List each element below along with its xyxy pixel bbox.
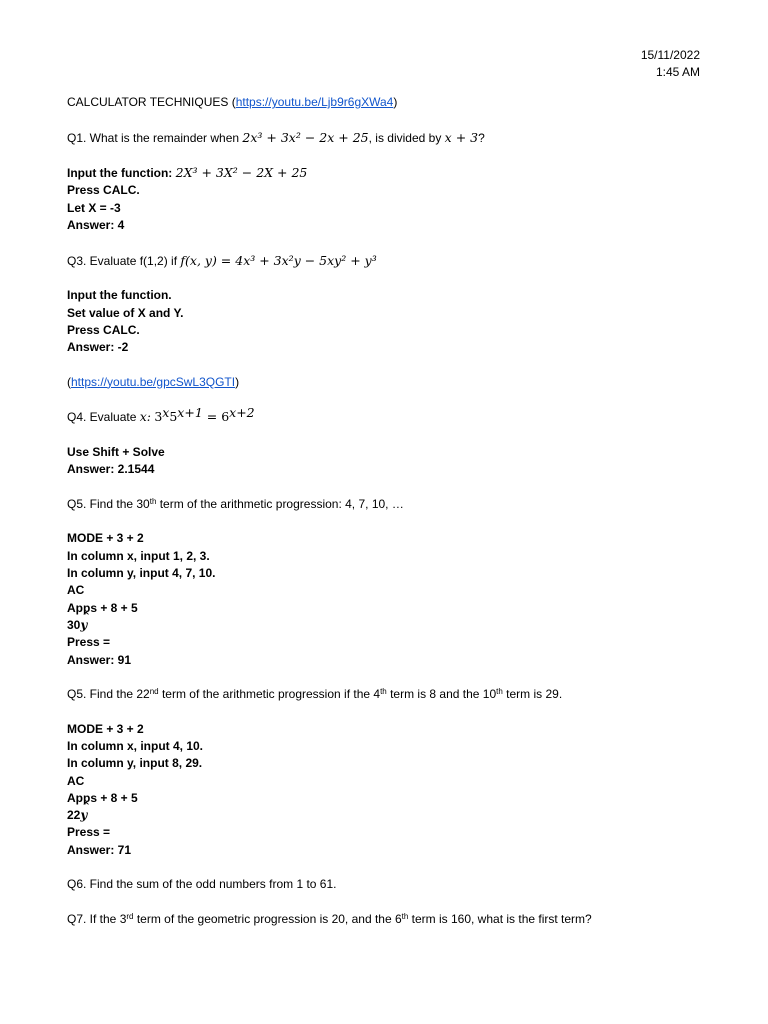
document-body — [67, 94, 707, 928]
header-date: 15/11/2022 — [640, 48, 700, 62]
q5a-text: Q5. Find the 30 — [67, 496, 150, 511]
header-time: 1:45 AM — [655, 65, 700, 79]
q3-step-2: Set value of X and Y. — [67, 305, 184, 320]
q5b-step-2: In column x, input 4, 10. — [67, 738, 204, 753]
q5b-press: Press = — [67, 825, 111, 840]
question-5b — [67, 686, 707, 703]
q5b-p1: Q5. Find the 22 — [67, 687, 150, 702]
q1-step-1: Press CALC. — [67, 183, 140, 198]
q5a-step-2: In column x, input 1, 2, 3. — [67, 548, 210, 563]
q7-p2: term of the geometric progression is 20, and the 6 — [133, 911, 402, 926]
q1-step-2: Let X = -3 — [67, 200, 121, 215]
q7-p1: Q7. If the 3 — [67, 911, 127, 926]
q3-expression: f(x, y) = 4x³ + 3x²y − 5xy² + y³ — [180, 252, 377, 268]
youtube-link-2[interactable]: https://youtu.be/gpcSwL3QGTI — [71, 374, 236, 389]
youtube-link-1[interactable]: https://youtu.be/Ljb9r6gXWa4 — [235, 95, 394, 109]
q4-exp-c: x+2 — [229, 405, 255, 421]
q4-base-3: 3 — [154, 409, 163, 425]
question-1 — [67, 129, 707, 147]
q1-divisor: x + 3 — [444, 129, 479, 145]
q5a-press: Press = — [67, 635, 111, 650]
q5b-answer: Answer: 71 — [67, 842, 132, 857]
q3-text: Q3. Evaluate f(1,2) if — [67, 253, 181, 268]
q4-base-6: = 6 — [202, 409, 230, 425]
q5b-s3: th — [496, 687, 503, 697]
link2-open: ( — [67, 374, 71, 389]
q5b-step-5: Apps + 8 + 5 — [67, 790, 138, 805]
q4-answer: Answer: 2.1544 — [67, 462, 155, 477]
q3-step-3: Press CALC. — [67, 322, 140, 337]
question-6: Q6. Find the sum of the odd numbers from 1 to 61. — [67, 877, 337, 892]
q5b-step-1: MODE + 3 + 2 — [67, 721, 144, 736]
title-text: CALCULATOR TECHNIQUES ( — [67, 95, 236, 109]
q4-var: x: — [139, 409, 151, 425]
q5a-yhat-num: 30 — [67, 617, 81, 632]
q4-equation — [154, 405, 255, 425]
q1-end: ? — [478, 130, 485, 145]
q1-expression: 2x³ + 3x² − 2x + 25 — [242, 129, 369, 145]
q1-input-step — [67, 164, 707, 182]
q4-exp-b: x+1 — [177, 405, 203, 421]
q4-base-5: 5 — [169, 409, 178, 425]
q1-input-expression: 2X³ + 3X² − 2X + 25 — [175, 165, 308, 181]
question-4 — [67, 405, 707, 426]
q5a-yhat-var: ^ y — [80, 617, 87, 634]
doc-title — [67, 94, 707, 111]
q5b-yhat-num: 22 — [67, 808, 81, 823]
question-5a — [67, 496, 707, 513]
q5b-p4: term is 29. — [502, 687, 563, 702]
q5a-step-1: MODE + 3 + 2 — [67, 531, 144, 546]
question-3 — [67, 252, 707, 270]
q5a-rest: term of the arithmetic progression: 4, 7, 10, … — [156, 496, 404, 511]
q5b-step-3: In column y, input 8, 29. — [67, 756, 203, 771]
q5a-step-5: Apps + 8 + 5 — [67, 600, 138, 615]
header-datetime — [641, 47, 700, 81]
q5a-sup: th — [149, 496, 157, 506]
link2-close: ) — [235, 374, 240, 389]
q5b-step-4: AC — [67, 773, 85, 788]
q3-step-1: Input the function. — [67, 288, 172, 303]
q5b-s2: th — [380, 687, 387, 697]
q5a-step-3: In column y, input 4, 7, 10. — [67, 566, 216, 581]
q1-input-label: Input the function: — [67, 166, 176, 181]
q7-p3: term is 160, what is the first term? — [408, 911, 592, 926]
q5b-s1: nd — [149, 687, 159, 697]
q4-step: Use Shift + Solve — [67, 444, 165, 459]
q5b-yhat — [67, 807, 707, 824]
q5b-p2: term of the arithmetic progression if the 4 — [158, 687, 381, 702]
q5b-p3: term is 8 and the 10 — [386, 687, 497, 702]
q1-answer: Answer: 4 — [67, 218, 125, 233]
q1-text: Q1. What is the remainder when — [67, 130, 243, 145]
q5b-yhat-var: ^ y — [80, 807, 87, 824]
q5a-answer: Answer: 91 — [67, 652, 132, 667]
q3-answer: Answer: -2 — [67, 340, 129, 355]
title-close: ) — [393, 95, 398, 109]
link-2-line — [67, 374, 707, 391]
q5a-step-4: AC — [67, 583, 85, 598]
q1-mid: , is divided by — [368, 130, 445, 145]
question-7 — [67, 911, 707, 928]
q4-text: Q4. Evaluate — [67, 410, 140, 425]
q5a-yhat — [67, 617, 707, 634]
q4-exp-a: x — [162, 405, 170, 421]
q7-s2: th — [401, 911, 409, 921]
q7-s1: rd — [126, 911, 134, 921]
